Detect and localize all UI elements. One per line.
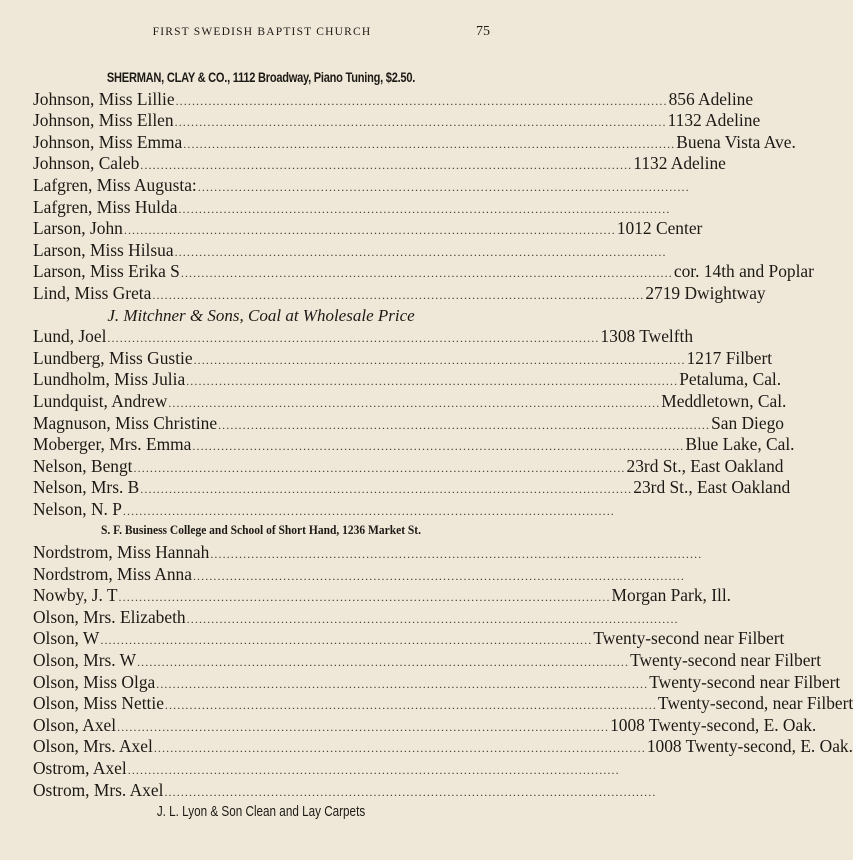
entry-block-1 bbox=[33, 88, 814, 305]
leader-dots: ........................................................................................................................ bbox=[123, 223, 616, 238]
directory-entry bbox=[33, 585, 732, 607]
entry-name: Lundquist, Andrew bbox=[33, 390, 168, 411]
leader-dots: ........................................................................................................................ bbox=[164, 784, 657, 799]
entry-name: Larson, Miss Erika S bbox=[33, 261, 180, 282]
entry-address: Buena Vista Ave. bbox=[676, 131, 796, 152]
entry-address: 1008 Twenty-second, E. Oak. bbox=[610, 714, 817, 735]
leader-dots: ........................................................................................................................ bbox=[153, 741, 646, 756]
entry-address: Meddletown, Cal. bbox=[661, 390, 787, 411]
entry-name: Johnson, Miss Emma bbox=[33, 131, 183, 152]
entry-name: Lundholm, Miss Julia bbox=[33, 369, 186, 390]
entry-block-2 bbox=[33, 326, 795, 520]
entry-name: Olson, Mrs. Axel bbox=[33, 736, 153, 757]
entry-address: 23rd St., East Oakland bbox=[633, 477, 791, 498]
entry-name: Olson, Mrs. Elizabeth bbox=[33, 606, 186, 627]
directory-entry bbox=[33, 412, 784, 435]
entry-address: Morgan Park, Ill. bbox=[611, 585, 732, 606]
entry-address: San Diego bbox=[711, 412, 784, 433]
entry-address: 1008 Twenty-second, E. Oak. bbox=[646, 736, 853, 757]
page-number: 75 bbox=[476, 24, 490, 39]
directory-entry bbox=[33, 174, 690, 197]
leader-dots: ........................................................................................................................ bbox=[118, 590, 611, 605]
leader-dots: ........................................................................................................................ bbox=[133, 460, 626, 475]
leader-dots: ........................................................................................................................ bbox=[174, 115, 667, 130]
advertisement-mitchner: J. Mitchner & Sons, Coal at Wholesale Price bbox=[107, 305, 415, 325]
directory-entry bbox=[33, 542, 703, 564]
directory-entry bbox=[33, 347, 773, 370]
leader-dots: ........................................................................................................................ bbox=[210, 547, 703, 562]
leader-dots: ........................................................................................................................ bbox=[197, 179, 690, 194]
entry-name: Johnson, Caleb bbox=[33, 153, 140, 174]
directory-entry bbox=[33, 261, 814, 283]
entry-name: Nordstrom, Miss Anna bbox=[33, 563, 192, 584]
directory-entry bbox=[33, 650, 822, 672]
entry-address: Blue Lake, Cal. bbox=[685, 434, 795, 455]
leader-dots: ........................................................................................................................ bbox=[192, 568, 685, 583]
directory-entry bbox=[33, 477, 791, 499]
entry-address: 856 Adeline bbox=[668, 88, 754, 109]
leader-dots: ........................................................................................................................ bbox=[178, 201, 671, 216]
directory-entry bbox=[33, 628, 785, 650]
leader-dots: ........................................................................................................................ bbox=[175, 93, 668, 108]
leader-dots: ........................................................................................................................ bbox=[164, 698, 657, 713]
advertisement-business-college: S. F. Business College and School of Short Hand, 1236 Market St. bbox=[100, 523, 422, 538]
entry-address: 1132 Adeline bbox=[667, 110, 761, 131]
leader-dots: ........................................................................................................................ bbox=[180, 266, 673, 281]
entry-address: 1308 Twelfth bbox=[600, 326, 694, 347]
entry-address: Petaluma, Cal. bbox=[679, 369, 782, 390]
entry-address: 23rd St., East Oakland bbox=[626, 455, 784, 476]
entry-name: Lind, Miss Greta bbox=[33, 282, 152, 303]
directory-entry bbox=[33, 390, 787, 413]
entry-address: Twenty-second near Filbert bbox=[593, 628, 785, 649]
entry-name: Olson, Mrs. W bbox=[33, 650, 137, 671]
entry-name: Nelson, Bengt bbox=[33, 455, 133, 476]
leader-dots: ........................................................................................................................ bbox=[100, 633, 593, 648]
directory-entry bbox=[33, 326, 694, 348]
advertisement-lyon: J. L. Lyon & Son Clean and Lay Carpets bbox=[156, 803, 366, 821]
directory-entry bbox=[33, 196, 671, 219]
running-title: FIRST SWEDISH BAPTIST CHURCH bbox=[152, 26, 372, 38]
entry-address: 1132 Adeline bbox=[633, 153, 726, 174]
member-directory bbox=[33, 67, 853, 823]
entry-name: Johnson, Miss Ellen bbox=[33, 110, 174, 131]
directory-entry bbox=[33, 736, 853, 758]
entry-name: Larson, Miss Hilsua bbox=[33, 239, 174, 260]
entry-address: Twenty-second near Filbert bbox=[630, 650, 822, 671]
entry-address: Twenty-second near Filbert bbox=[649, 671, 841, 692]
entry-name: Nowby, J. T bbox=[33, 585, 118, 606]
leader-dots: ........................................................................................................................ bbox=[140, 482, 633, 497]
entry-name: Lund, Joel bbox=[33, 326, 107, 347]
directory-entry bbox=[33, 218, 703, 240]
leader-dots: ........................................................................................................................ bbox=[152, 287, 645, 302]
directory-entry bbox=[33, 282, 766, 305]
entry-name: Lafgren, Miss Hulda bbox=[33, 196, 178, 217]
leader-dots: ........................................................................................................................ bbox=[127, 763, 620, 777]
directory-entry bbox=[33, 153, 726, 175]
leader-dots: ........................................................................................................................ bbox=[156, 676, 649, 691]
entry-name: Larson, John bbox=[33, 218, 123, 239]
directory-entry bbox=[33, 434, 795, 456]
directory-entry bbox=[33, 369, 782, 391]
entry-name: Lundberg, Miss Gustie bbox=[33, 347, 193, 368]
entry-name: Moberger, Mrs. Emma bbox=[33, 434, 192, 455]
entry-name: Ostrom, Mrs. Axel bbox=[33, 779, 164, 800]
directory-entry bbox=[33, 714, 817, 737]
entry-block-3 bbox=[33, 542, 853, 801]
entry-name: Olson, Miss Nettie bbox=[33, 693, 164, 714]
directory-entry bbox=[33, 779, 657, 802]
leader-dots: ........................................................................................................................ bbox=[192, 439, 685, 454]
entry-name: Nelson, N. P bbox=[33, 498, 122, 519]
entry-address: 1217 Filbert bbox=[686, 347, 773, 368]
entry-address: 1012 Center bbox=[616, 218, 703, 239]
directory-entry bbox=[33, 498, 615, 521]
directory-entry bbox=[33, 110, 761, 132]
directory-entry bbox=[33, 606, 679, 629]
directory-entry bbox=[33, 88, 754, 111]
entry-name: Magnuson, Miss Christine bbox=[33, 412, 218, 433]
entry-address: 2719 Dwightway bbox=[645, 282, 766, 303]
directory-entry bbox=[33, 563, 685, 586]
leader-dots: ........................................................................................................................ bbox=[218, 417, 711, 432]
directory-entry bbox=[33, 693, 853, 715]
entry-name: Nelson, Mrs. B bbox=[33, 477, 140, 498]
entry-name: Johnson, Miss Lillie bbox=[33, 88, 175, 109]
leader-dots: ........................................................................................................................ bbox=[140, 158, 633, 173]
entry-name: Nordstrom, Miss Hannah bbox=[33, 542, 210, 563]
leader-dots: ........................................................................................................................ bbox=[174, 244, 667, 259]
directory-entry bbox=[33, 671, 841, 694]
entry-name: Ostrom, Axel bbox=[33, 758, 127, 778]
leader-dots: ........................................................................................................................ bbox=[122, 503, 615, 518]
leader-dots: ........................................................................................................................ bbox=[183, 136, 676, 151]
leader-dots: ........................................................................................................................ bbox=[137, 655, 630, 670]
leader-dots: ........................................................................................................................ bbox=[193, 352, 686, 367]
entry-name: Olson, Miss Olga bbox=[33, 671, 156, 692]
entry-address: Twenty-second, near Filbert bbox=[657, 693, 853, 714]
leader-dots: ........................................................................................................................ bbox=[186, 611, 679, 626]
entry-name: Olson, Axel bbox=[33, 714, 117, 735]
leader-dots: ........................................................................................................................ bbox=[186, 374, 679, 389]
advertisement-sherman-clay: SHERMAN, CLAY & CO., 1112 Broadway, Piano Tuning, $2.50. bbox=[106, 70, 416, 85]
leader-dots: ........................................................................................................................ bbox=[107, 331, 600, 346]
page-header bbox=[34, 26, 490, 44]
entry-name: Lafgren, Miss Augusta: bbox=[33, 174, 197, 195]
directory-entry bbox=[33, 239, 667, 262]
entry-address: cor. 14th and Poplar bbox=[673, 261, 814, 282]
entry-name: Olson, W bbox=[33, 628, 100, 649]
leader-dots: ........................................................................................................................ bbox=[117, 719, 610, 734]
directory-entry bbox=[33, 758, 620, 780]
leader-dots: ........................................................................................................................ bbox=[168, 395, 661, 410]
directory-entry bbox=[33, 455, 784, 478]
directory-entry bbox=[33, 131, 796, 154]
